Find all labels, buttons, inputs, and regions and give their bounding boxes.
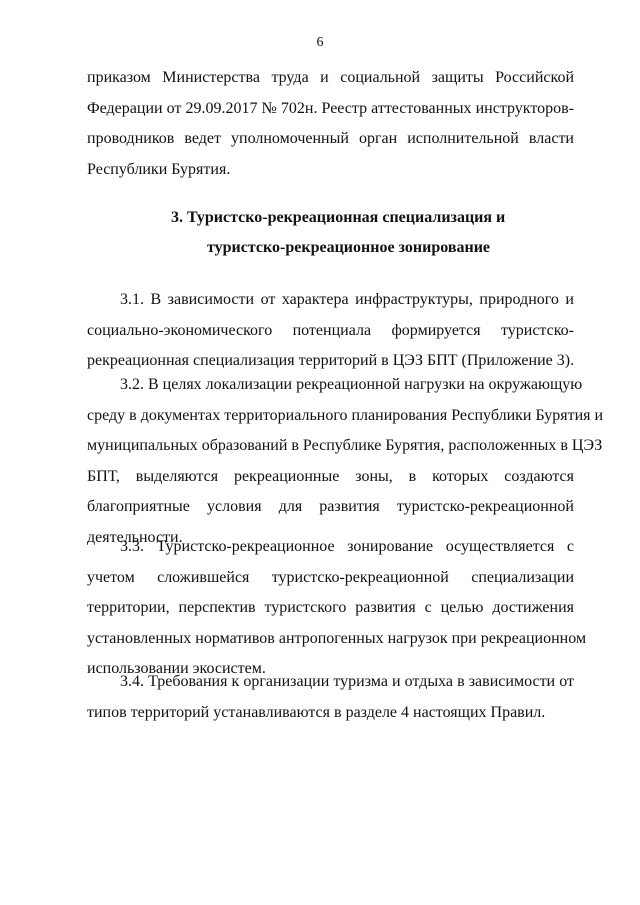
text-line: 3.1. В зависимости от характера инфраструктуры, природного и <box>120 291 574 308</box>
text-line: деятельности. <box>87 528 183 546</box>
heading-line: туристско-рекреационное зонирование <box>207 239 491 256</box>
intro-paragraph <box>87 63 574 185</box>
text-line: социально-экономического потенциала формируется туристско- <box>87 321 574 339</box>
text-line: 3.2. В целях локализации рекреационной нагрузки на окружающую <box>120 376 583 393</box>
heading-line: 3. Туристско-рекреационная специализация и <box>171 209 506 226</box>
text-line: приказом Министерства труда и социальной защиты Российской <box>87 69 574 86</box>
text-line: использовании экосистем. <box>87 660 266 677</box>
paragraph-3-1 <box>87 285 574 377</box>
text-line: Республики Бурятия. <box>87 160 231 178</box>
text-line: установленных нормативов антропогенных нагрузок при рекреационном <box>87 629 587 647</box>
paragraph-3-2 <box>87 370 604 553</box>
text-line: БПТ, выделяются рекреационные зоны, в которых создаются <box>87 467 574 485</box>
page-number: 6 <box>316 35 324 50</box>
text-line: рекреационная специализация территорий в ЦЭЗ БПТ (Приложение 3). <box>87 352 575 369</box>
text-line: учетом сложившейся туристско-рекреационной специализации <box>87 568 574 586</box>
text-line: благоприятные условия для развития туристско-рекреационной <box>87 498 574 515</box>
text-line: 3.3. Туристско-рекреационное зонирование осуществляется с <box>120 538 574 555</box>
paragraph-3-3 <box>87 532 587 685</box>
text-line: муниципальных образований в Республике Бурятия, расположенных в ЦЭЗ <box>87 437 603 454</box>
text-line: 3.4. Требования к организации туризма и отдыха в зависимости от <box>120 673 574 690</box>
paragraph-3-4 <box>87 667 574 728</box>
text-line: Федерации от 29.09.2017 № 702н. Реестр аттестованных инструкторов- <box>87 99 574 117</box>
text-line: типов территорий устанавливаются в разделе 4 настоящих Правил. <box>87 703 546 721</box>
text-line: проводников ведет уполномоченный орган исполнительной власти <box>87 130 574 147</box>
text-line: территории, перспектив туристского развития с целью достижения <box>87 599 574 616</box>
text-line: среду в документах территориального планирования Республики Бурятия и <box>87 406 604 424</box>
section-heading <box>0 203 640 263</box>
